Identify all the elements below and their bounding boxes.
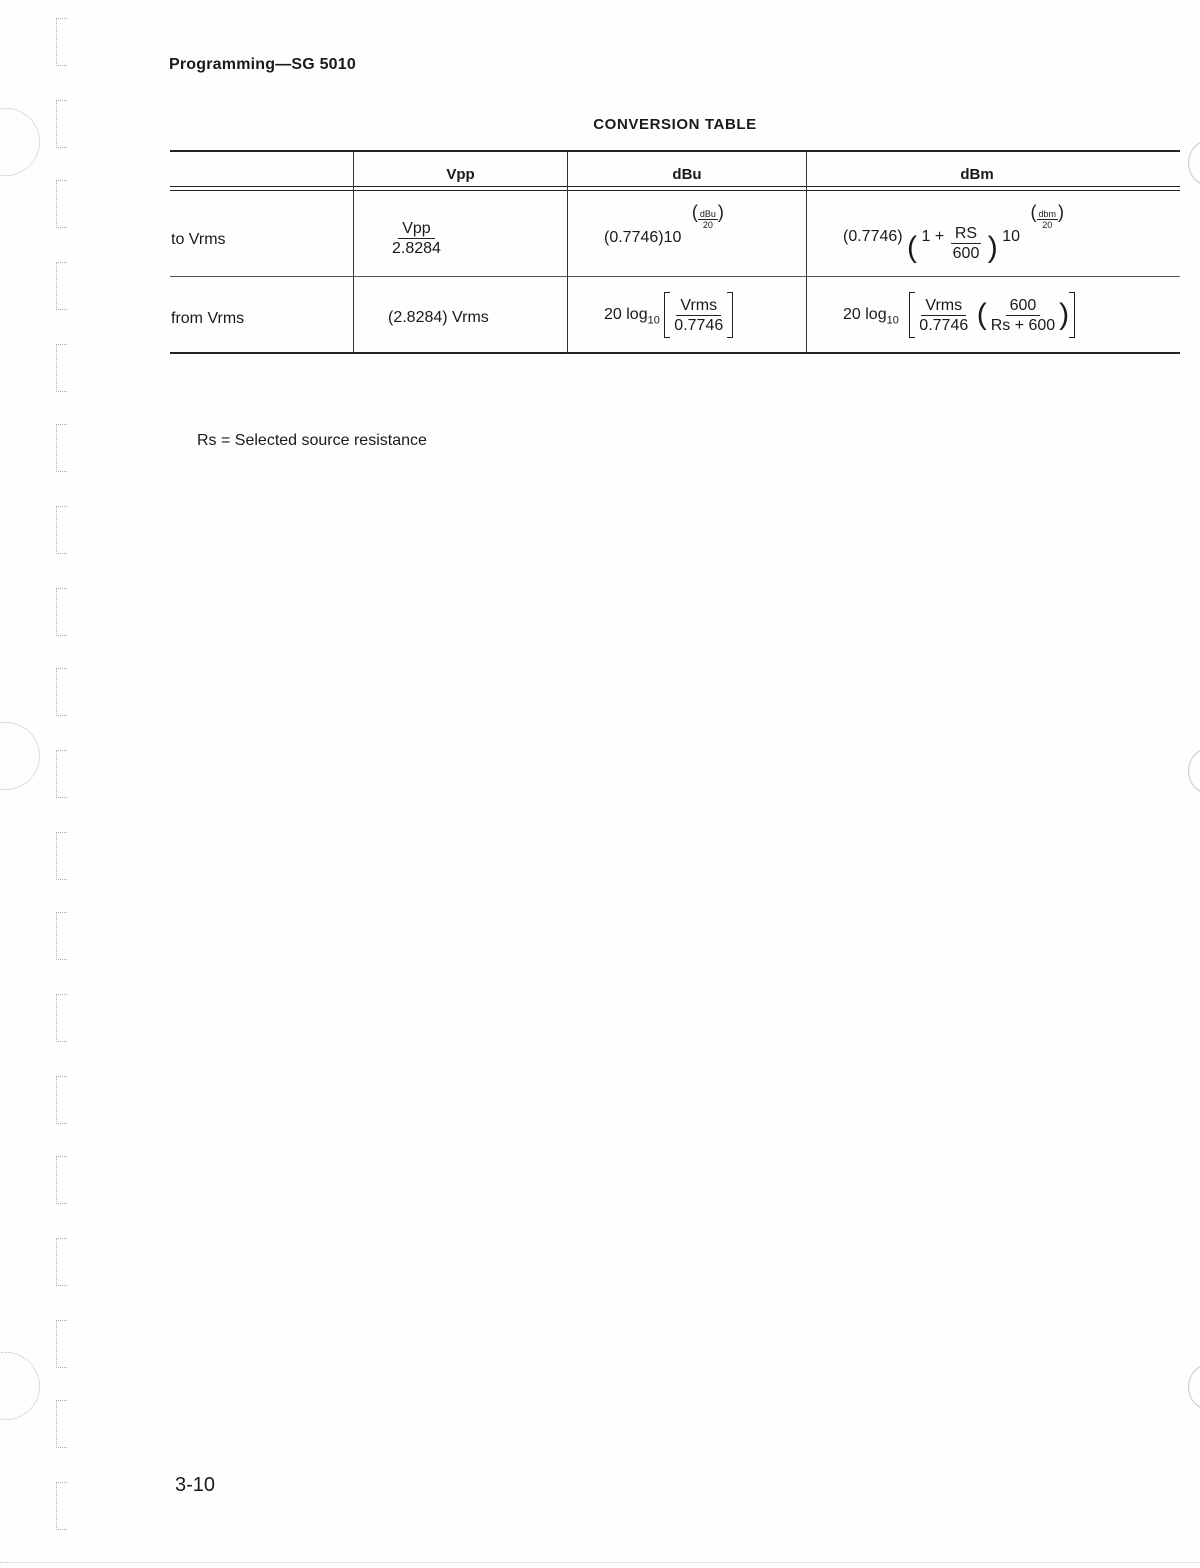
- footnote-source-resistance: Rs = Selected source resistance: [197, 432, 427, 449]
- index-tab-mark: [56, 1482, 67, 1530]
- vpp-to-vrms-formula: $\frac{\text{Vpp}}{2.8284}$: [392, 220, 441, 257]
- index-tab-mark: [56, 994, 67, 1042]
- dbm-from-vrms-formula: 20 $\log_{10}$ $\frac{\text{Vrms}}{0.7746}$ ( $\frac{600}{Rs + 600}$ ): [843, 292, 1075, 338]
- dbm-to-vrms-formula: (0.7746) ( 1 + $\frac{RS}{600}$ ) 10 ( $\frac{\text{dbm}}{20}$ ): [843, 202, 1065, 264]
- dbu-to-vrms-formula: (0.7746)10 ( $\frac{\text{dBu}}{20}$ ): [604, 202, 724, 246]
- index-tab-mark: [56, 344, 67, 392]
- right-punch-hole: [1188, 1364, 1200, 1410]
- column-header-dbm: dBm: [960, 166, 994, 183]
- index-tab-mark: [56, 1156, 67, 1204]
- header-rule: [170, 186, 1180, 187]
- page-edge: [0, 1562, 1200, 1563]
- right-punch-hole: [1188, 748, 1200, 794]
- row-label-to-vrms: to Vrms: [171, 231, 226, 248]
- binder-margin: [0, 0, 90, 1568]
- table-title: CONVERSION TABLE: [593, 116, 757, 133]
- index-tab-mark: [56, 180, 67, 228]
- index-tab-mark: [56, 1076, 67, 1124]
- punch-hole: [0, 722, 40, 790]
- dbu-from-vrms-formula: 20 $\log_{10}$ $\frac{\text{Vrms}}{0.7746}$: [604, 292, 733, 338]
- column-header-vpp: Vpp: [446, 166, 475, 183]
- vpp-from-vrms-formula: (2.8284) Vrms: [388, 309, 489, 326]
- index-tab-mark: [56, 1238, 67, 1286]
- row-label-from-vrms: from Vrms: [171, 310, 245, 327]
- table-bottom-rule: [170, 352, 1180, 354]
- index-tab-mark: [56, 668, 67, 716]
- column-header-dbu: dBu: [672, 166, 702, 183]
- index-tab-mark: [56, 912, 67, 960]
- table-top-rule: [170, 150, 1180, 152]
- header-rule-double: [170, 190, 1180, 191]
- punch-hole: [0, 1352, 40, 1420]
- index-tab-mark: [56, 18, 67, 66]
- page-number: 3-10: [175, 1474, 216, 1496]
- right-punch-hole: [1188, 140, 1200, 186]
- index-tab-mark: [56, 588, 67, 636]
- index-tab-mark: [56, 1400, 67, 1448]
- running-header: Programming—SG 5010: [169, 56, 356, 73]
- index-tab-mark: [56, 750, 67, 798]
- index-tab-mark: [56, 832, 67, 880]
- index-tab-mark: [56, 424, 67, 472]
- row-rule: [170, 276, 1180, 277]
- index-tab-mark: [56, 262, 67, 310]
- index-tab-mark: [56, 506, 67, 554]
- index-tab-mark: [56, 1320, 67, 1368]
